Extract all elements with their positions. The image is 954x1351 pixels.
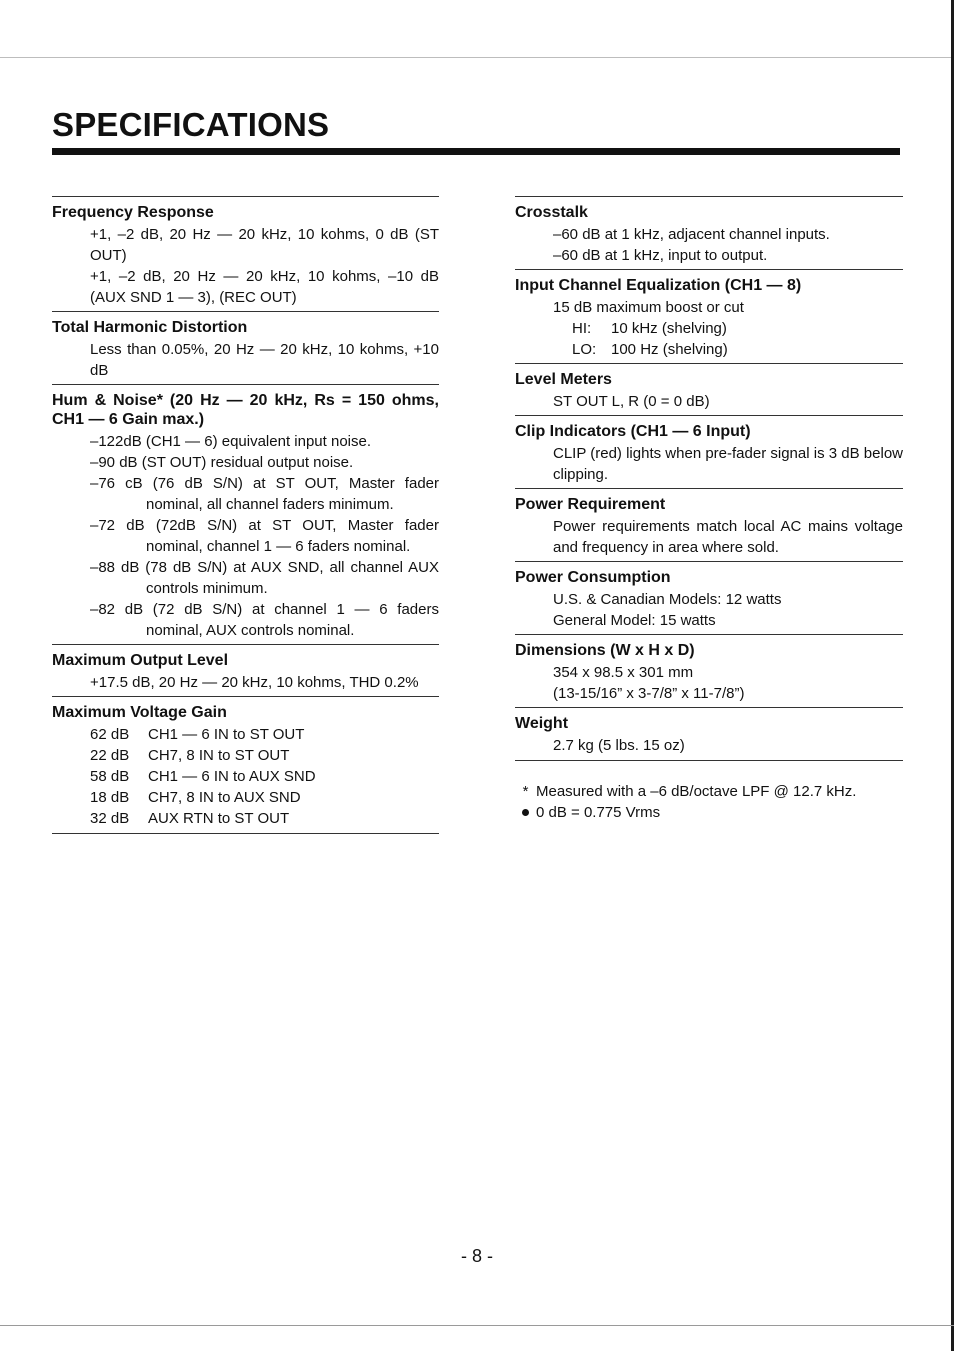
asterisk-marker: *	[522, 783, 529, 800]
eq-desc: 10 kHz (shelving)	[611, 320, 727, 337]
left-column	[52, 196, 439, 834]
section-heading: Dimensions (W x H x D)	[515, 642, 695, 659]
spec-line: 15 dB maximum boost or cut	[553, 299, 744, 316]
gain-row	[52, 766, 439, 787]
power-consumption-section	[515, 561, 903, 634]
gain-row	[52, 787, 439, 808]
gain-desc: CH7, 8 IN to AUX SND	[148, 789, 301, 806]
power-requirement-section	[515, 488, 903, 561]
spec-line: –72 dB (72dB S/N) at ST OUT, Master fader nominal, channel 1 — 6 faders nominal.	[90, 517, 439, 555]
spec-line: –122dB (CH1 — 6) equivalent input noise.	[90, 433, 372, 450]
gain-value: 18 dB	[90, 789, 130, 806]
gain-row	[52, 808, 439, 829]
section-heading: Hum & Noise* (20 Hz — 20 kHz, Rs = 150 ohms, CH1 — 6 Gain max.)	[52, 392, 439, 428]
section-heading: Crosstalk	[515, 204, 588, 221]
crosstalk-section	[515, 196, 903, 269]
top-edge-rule	[0, 57, 954, 58]
weight-section	[515, 707, 903, 761]
spec-line: –60 dB at 1 kHz, input to output.	[553, 247, 768, 264]
spec-line: +1, –2 dB, 20 Hz — 20 kHz, 10 kohms, 0 dB (ST OUT)	[90, 226, 439, 264]
bullet-icon	[515, 802, 536, 823]
gain-desc: AUX RTN to ST OUT	[148, 810, 290, 827]
clip-indicators-section	[515, 415, 903, 488]
section-heading: Weight	[515, 715, 569, 732]
gain-desc: CH1 — 6 IN to ST OUT	[148, 726, 305, 743]
title-underline	[52, 148, 900, 155]
hum-noise-section	[52, 384, 439, 644]
section-heading: Input Channel Equalization (CH1 — 8)	[515, 277, 802, 294]
dimensions-section	[515, 634, 903, 707]
page-number: - 8 -	[460, 1246, 493, 1266]
thd-section	[52, 311, 439, 384]
eq-band-row	[515, 318, 903, 339]
gain-row	[52, 724, 439, 745]
section-heading: Power Consumption	[515, 569, 671, 586]
eq-section	[515, 269, 903, 363]
bottom-edge-rule	[0, 1325, 954, 1326]
footnote	[515, 781, 903, 802]
gain-value: 32 dB	[90, 810, 130, 827]
footnote-text: 0 dB = 0.775 Vrms	[536, 804, 661, 821]
spec-line: 2.7 kg (5 lbs. 15 oz)	[553, 737, 685, 754]
spec-line: U.S. & Canadian Models: 12 watts	[553, 591, 782, 608]
spec-line: –76 cB (76 dB S/N) at ST OUT, Master fader nominal, all channel faders minimum.	[90, 475, 439, 513]
eq-band: HI:	[572, 320, 592, 337]
gain-value: 22 dB	[90, 747, 130, 764]
eq-band-row	[515, 339, 903, 360]
spec-line: +1, –2 dB, 20 Hz — 20 kHz, 10 kohms, –10 dB (AUX SND 1 — 3), (REC OUT)	[90, 268, 439, 306]
spec-line: –82 dB (72 dB S/N) at channel 1 — 6 faders nominal, AUX controls nominal.	[90, 601, 439, 639]
spec-line: ST OUT L, R (0 = 0 dB)	[553, 393, 710, 410]
max-output-section	[52, 644, 439, 696]
spec-line: Less than 0.05%, 20 Hz — 20 kHz, 10 kohms, +10 dB	[90, 341, 439, 379]
section-heading: Clip Indicators (CH1 — 6 Input)	[515, 423, 751, 440]
eq-band: LO:	[572, 341, 597, 358]
spec-line: +17.5 dB, 20 Hz — 20 kHz, 10 kohms, THD 0.2%	[90, 674, 419, 691]
footnote-text: Measured with a –6 dB/octave LPF @ 12.7 kHz.	[536, 783, 857, 800]
section-heading: Level Meters	[515, 371, 612, 388]
spec-line: General Model: 15 watts	[553, 612, 716, 629]
spec-line: –90 dB (ST OUT) residual output noise.	[90, 454, 354, 471]
gain-row	[52, 745, 439, 766]
gain-value: 58 dB	[90, 768, 130, 785]
section-heading: Maximum Voltage Gain	[52, 704, 227, 721]
right-column	[515, 196, 903, 823]
level-meters-section	[515, 363, 903, 415]
spec-line: Power requirements match local AC mains voltage and frequency in area where sold.	[553, 518, 903, 556]
section-heading: Power Requirement	[515, 496, 666, 513]
gain-desc: CH7, 8 IN to ST OUT	[148, 747, 290, 764]
gain-value: 62 dB	[90, 726, 130, 743]
spec-line: –60 dB at 1 kHz, adjacent channel inputs.	[553, 226, 830, 243]
eq-desc: 100 Hz (shelving)	[611, 341, 728, 358]
page-title: SPECIFICATIONS	[52, 106, 330, 143]
spec-line: –88 dB (78 dB S/N) at AUX SND, all channel AUX controls minimum.	[90, 559, 439, 597]
spec-line: 354 x 98.5 x 301 mm	[553, 664, 694, 681]
spec-line: (13-15/16” x 3-7/8” x 11-7/8”)	[553, 685, 745, 702]
footnote	[515, 802, 903, 823]
gain-desc: CH1 — 6 IN to AUX SND	[148, 768, 316, 785]
section-heading: Frequency Response	[52, 204, 214, 221]
spec-line: CLIP (red) lights when pre-fader signal is 3 dB below clipping.	[553, 445, 903, 483]
footnotes	[515, 767, 903, 823]
max-gain-section	[52, 696, 439, 834]
section-heading: Maximum Output Level	[52, 652, 229, 669]
section-heading: Total Harmonic Distortion	[52, 319, 248, 336]
frequency-response-section	[52, 196, 439, 311]
